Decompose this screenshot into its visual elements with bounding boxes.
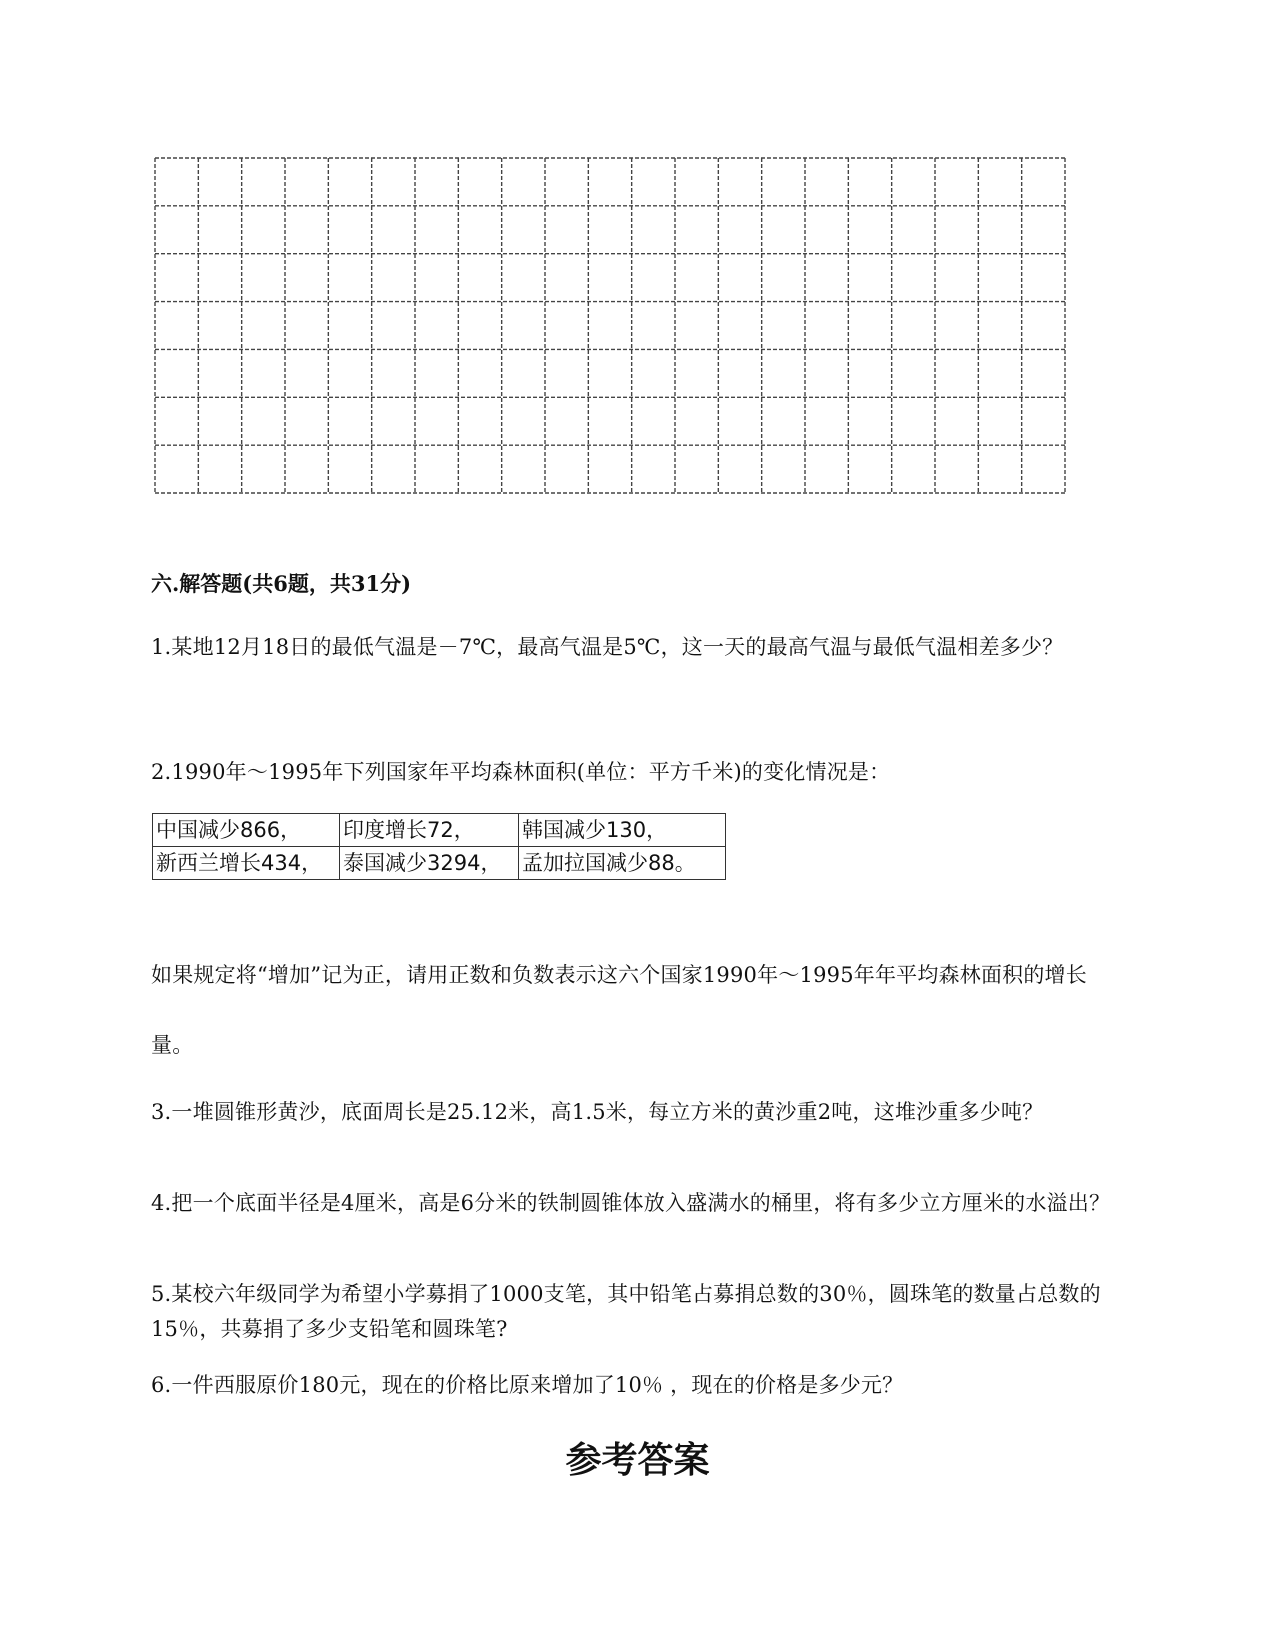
question-3: 3.一堆圆锥形黄沙，底面周长是25.12米，高1.5米，每立方米的黄沙重2吨，这堆沙重多少吨？ — [151, 1100, 1044, 1124]
table-cell: 中国减少866， — [153, 814, 340, 847]
question-4: 4.把一个底面半径是4厘米，高是6分米的铁制圆锥体放入盛满水的桶里，将有多少立方厘米的水溢出？ — [151, 1191, 1111, 1215]
table-cell: 孟加拉国减少88。 — [519, 847, 726, 880]
writing-grid-svg — [154, 157, 1066, 494]
question-6: 6.一件西服原价180元，现在的价格比原来增加了10％ ，现在的价格是多少元？ — [151, 1373, 904, 1397]
table-cell: 新西兰增长434， — [153, 847, 340, 880]
table-cell: 印度增长72， — [340, 814, 519, 847]
answer-heading: 参考答案 — [565, 1439, 710, 1481]
table-row — [153, 847, 726, 880]
section-title: 六.解答题(共6题，共31分) — [151, 571, 412, 596]
table-cell: 泰国减少3294， — [340, 847, 519, 880]
table-row — [153, 814, 726, 847]
question-1: 1.某地12月18日的最低气温是－7℃，最高气温是5℃，这一天的最高气温与最低气温相差多少？ — [151, 635, 1064, 659]
question-2: 2.1990年～1995年下列国家年平均森林面积(单位：平方千米)的变化情况是： — [151, 760, 891, 784]
writing-grid — [154, 157, 1066, 494]
question-2-followup: 如果规定将“增加”记为正，请用正数和负数表示这六个国家1990年～1995年年平均森林面积的增长量。 — [151, 963, 1087, 1057]
question-5: 5.某校六年级同学为希望小学募捐了1000支笔，其中铅笔占募捐总数的30％，圆珠笔的数量占总数的15％，共募捐了多少支铅笔和圆珠笔? — [151, 1282, 1101, 1341]
forest-change-table — [152, 813, 726, 880]
table-cell: 韩国减少130， — [519, 814, 726, 847]
